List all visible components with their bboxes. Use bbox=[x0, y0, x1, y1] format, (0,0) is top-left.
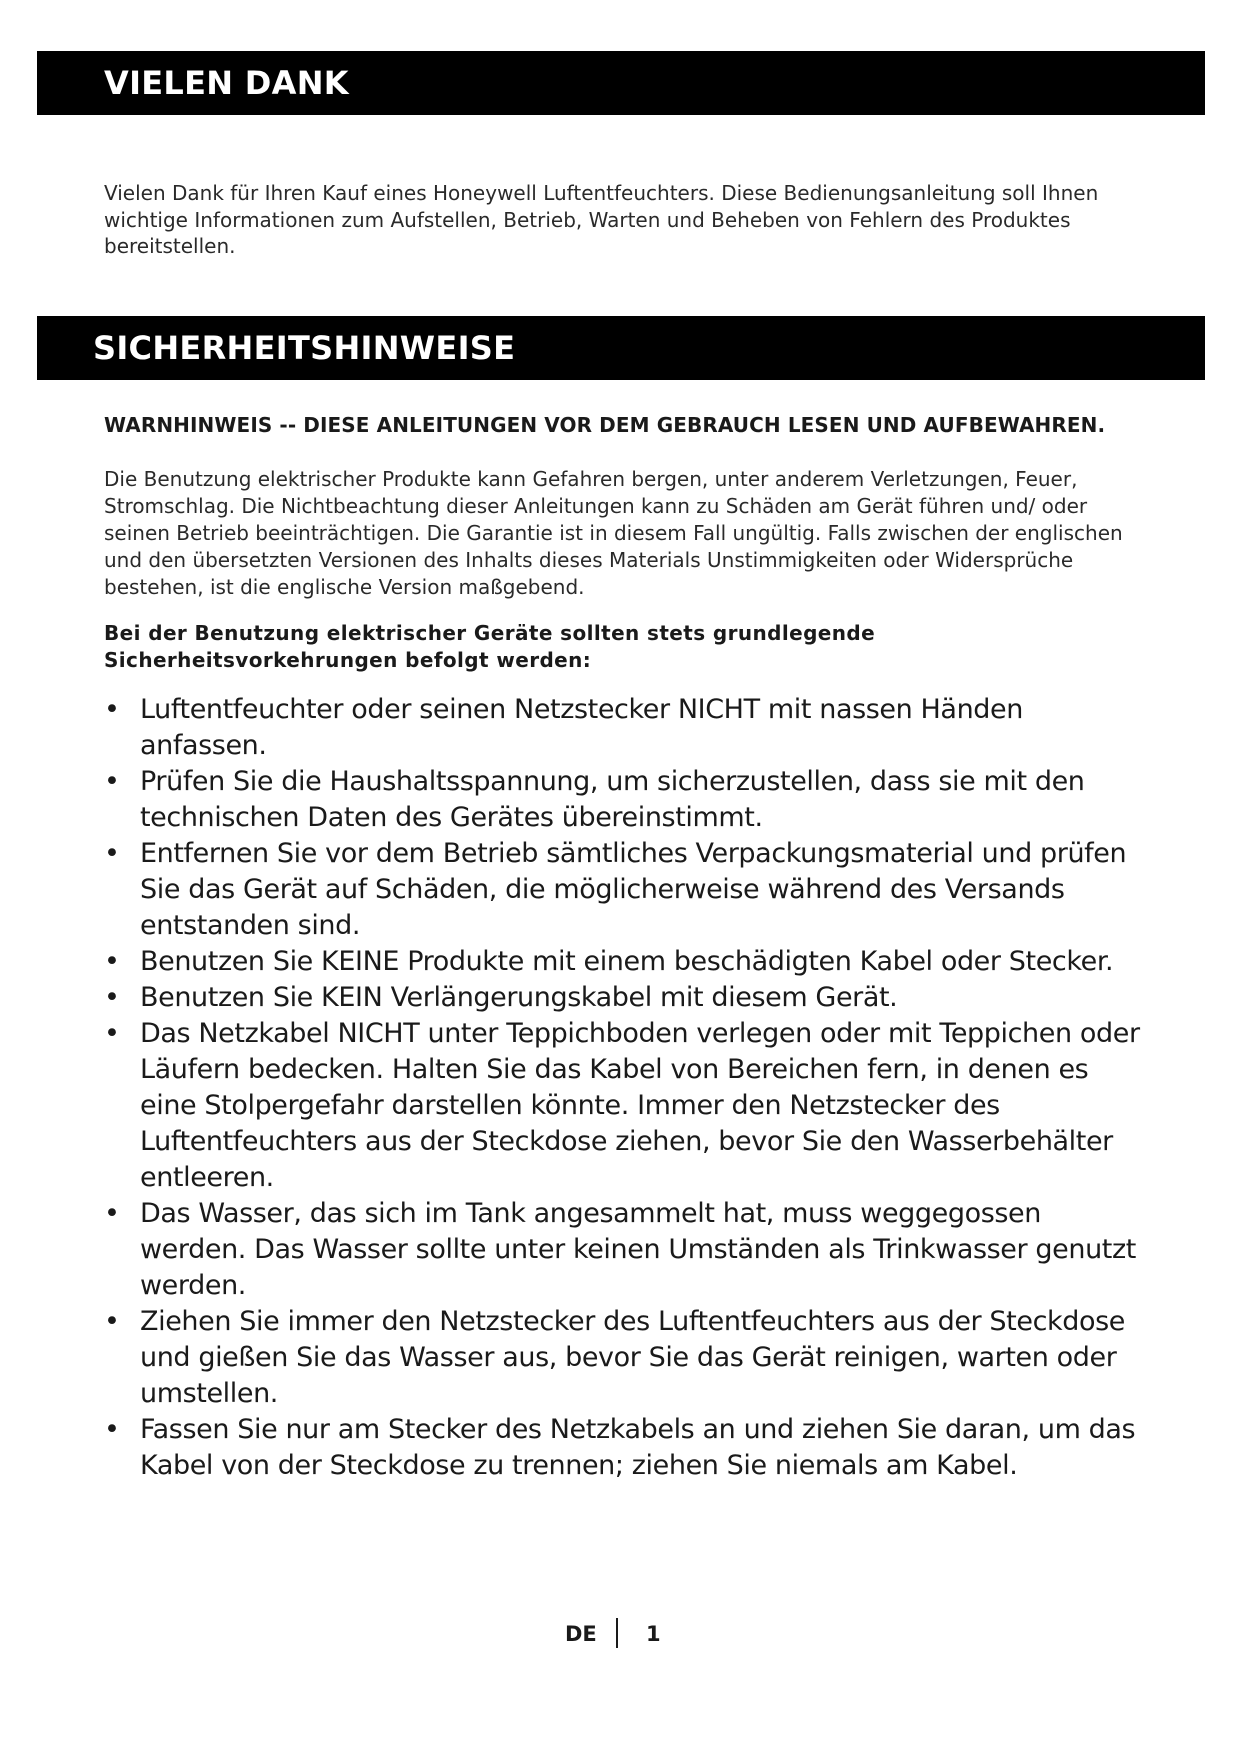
rule-text: Benutzen Sie KEIN Verlängerungskabel mit diesem Gerät. bbox=[140, 982, 898, 1013]
bullet-icon: • bbox=[104, 1018, 120, 1049]
bullet-icon: • bbox=[104, 946, 120, 977]
bullet-icon: • bbox=[104, 1414, 120, 1445]
precautions-note: Bei der Benutzung elektrischer Geräte sollten stets grundlegende Sicherheitsvorkehrungen befolgt werden: bbox=[104, 621, 876, 672]
rule-text: Fassen Sie nur am Stecker des Netzkabels an und ziehen Sie daran, um das Kabel von der Steckdose zu trennen; ziehen Sie niemals am Kabel. bbox=[140, 1414, 1136, 1481]
list-item bbox=[104, 1412, 1144, 1484]
page-footer bbox=[0, 1618, 1241, 1650]
list-item bbox=[104, 944, 1144, 980]
thanks-heading: VIELEN DANK bbox=[104, 64, 349, 102]
language-code: DE bbox=[565, 1622, 597, 1646]
list-item bbox=[104, 836, 1144, 944]
footer-divider bbox=[616, 1618, 618, 1648]
thanks-paragraph: Vielen Dank für Ihren Kauf eines Honeywell Luftentfeuchters. Diese Bedienungsanleitung soll Ihnen wichtige Informationen zum Aufstellen, Betrieb, Warten und Beheben von Fehlern des Produktes bereitstellen. bbox=[104, 181, 1099, 258]
rule-text: Ziehen Sie immer den Netzstecker des Luftentfeuchters aus der Steckdose und gießen Sie das Wasser aus, bevor Sie das Gerät reinigen, warten oder umstellen. bbox=[140, 1306, 1125, 1409]
warning-paragraph: Die Benutzung elektrischer Produkte kann Gefahren bergen, unter anderem Verletzungen, Feuer, Stromschlag. Die Nichtbeachtung dieser Anleitungen kann zu Schäden am Gerät führen und/ oder seinen Betrieb beeinträchtigen. Die Garantie ist in diesem Fall ungültig. Falls zwischen der englischen und den übersetzten Versionen des Inhalts dieses Materials Unstimmigkeiten oder Widersprüche bestehen, ist die englische Version maßgebend. bbox=[104, 467, 1123, 599]
list-item bbox=[104, 1304, 1144, 1412]
rule-text: Prüfen Sie die Haushaltsspannung, um sicherzustellen, dass sie mit den technischen Daten des Gerätes übereinstimmt. bbox=[140, 766, 1085, 833]
bullet-icon: • bbox=[104, 982, 120, 1013]
safety-rules-list bbox=[104, 692, 1144, 1484]
page-number: 1 bbox=[646, 1622, 661, 1646]
rule-text: Das Wasser, das sich im Tank angesammelt hat, muss weggegossen werden. Das Wasser sollte unter keinen Umständen als Trinkwasser genutzt werden. bbox=[140, 1198, 1136, 1301]
safety-heading: SICHERHEITSHINWEISE bbox=[93, 329, 516, 367]
list-item bbox=[104, 1016, 1144, 1196]
bullet-icon: • bbox=[104, 838, 120, 869]
list-item bbox=[104, 980, 1144, 1016]
warning-title: WARNHINWEIS -- DIESE ANLEITUNGEN VOR DEM GEBRAUCH LESEN UND AUFBEWAHREN. bbox=[104, 413, 1106, 437]
rule-text: Das Netzkabel NICHT unter Teppichboden verlegen oder mit Teppichen oder Läufern bedecken. Halten Sie das Kabel von Bereichen fern, in denen es eine Stolpergefahr darstellen könnte. Immer den Netzstecker des Luftentfeuchters aus der Steckdose ziehen, bevor Sie den Wasserbehälter entleeren. bbox=[140, 1018, 1140, 1193]
bullet-icon: • bbox=[104, 1198, 120, 1229]
list-item bbox=[104, 1196, 1144, 1304]
rule-text: Entfernen Sie vor dem Betrieb sämtliches Verpackungsmaterial und prüfen Sie das Gerät auf Schäden, die möglicherweise während des Versands entstanden sind. bbox=[140, 838, 1127, 941]
bullet-icon: • bbox=[104, 694, 120, 725]
list-item bbox=[104, 692, 1144, 764]
bullet-icon: • bbox=[104, 766, 120, 797]
bullet-icon: • bbox=[104, 1306, 120, 1337]
rule-text: Luftentfeuchter oder seinen Netzstecker NICHT mit nassen Händen anfassen. bbox=[140, 694, 1023, 761]
thanks-header-bar bbox=[37, 51, 1205, 115]
list-item bbox=[104, 764, 1144, 836]
rule-text: Benutzen Sie KEINE Produkte mit einem beschädigten Kabel oder Stecker. bbox=[140, 946, 1114, 977]
safety-header-bar bbox=[37, 316, 1205, 380]
